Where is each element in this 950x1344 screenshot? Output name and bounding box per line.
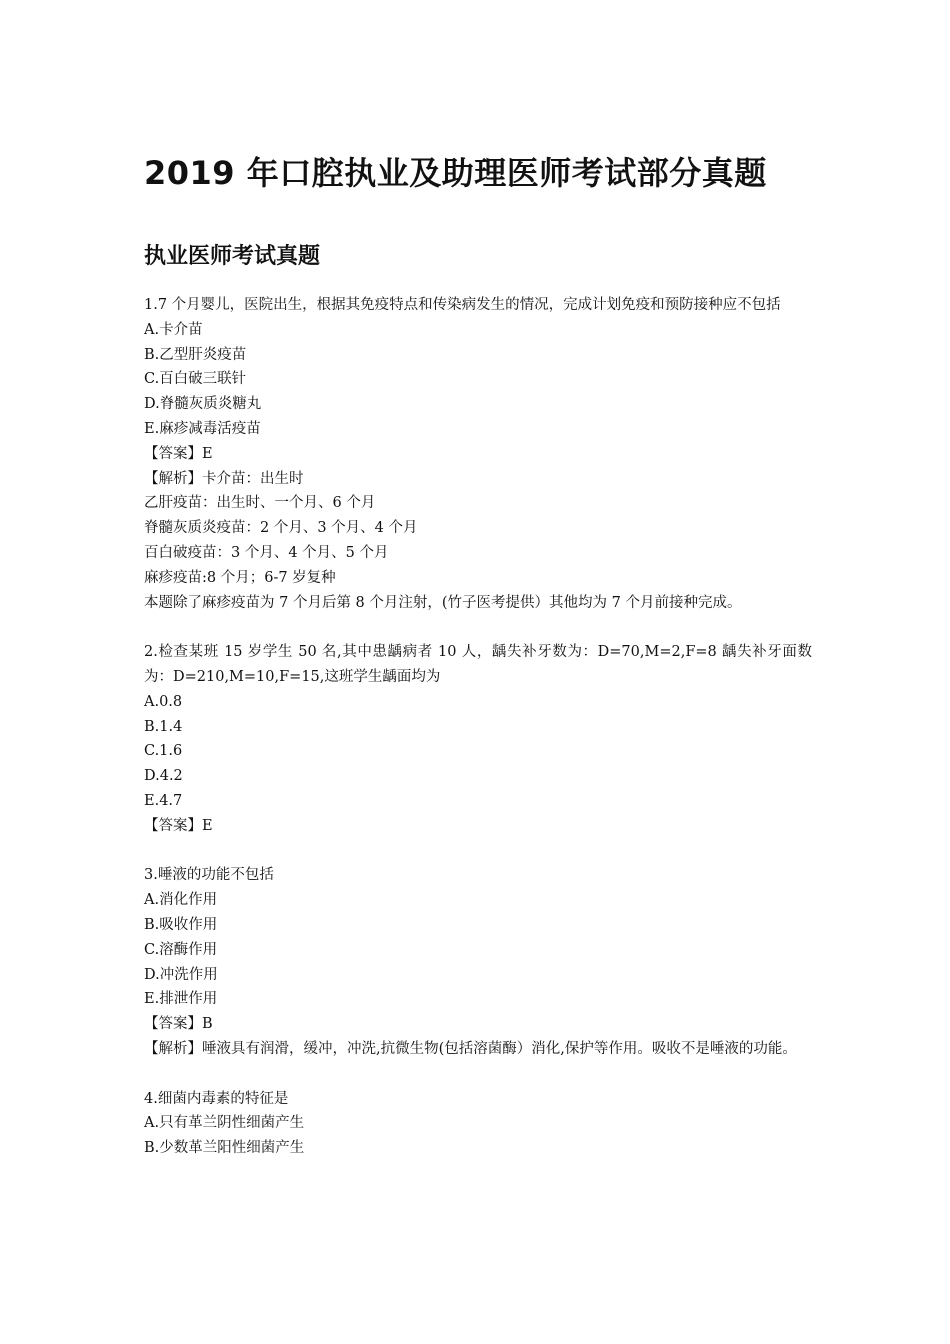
question-block [144,293,812,615]
answer-option: E.排泄作用 [144,991,218,1008]
answer-option: A.0.8 [144,693,183,710]
answer-option: B.1.4 [144,718,183,735]
question-stem: 1.7 个月婴儿，医院出生，根据其免疫特点和传染病发生的情况，完成计划免疫和预防接种应不包括 [144,297,781,313]
answer-option: D.脊髓灰质炎糖丸 [144,396,262,413]
question-stem: 3.唾液的功能不包括 [144,867,274,884]
answer-option: D.4.2 [144,768,183,785]
analysis-line: 麻疹疫苗:8 个月；6-7 岁复种 [144,569,336,586]
answer-option: E.4.7 [144,792,183,809]
answer-option: A.消化作用 [144,892,218,909]
answer-option: B.少数革兰阳性细菌产生 [144,1140,305,1157]
analysis-line: 本题除了麻疹疫苗为 7 个月后第 8 个月注射，(竹子医考提供）其他均为 7 个月前接种完成。 [144,594,742,611]
answer-option: A.只有革兰阴性细菌产生 [144,1115,305,1132]
analysis-line: 脊髓灰质炎疫苗：2 个月、3 个月、4 个月 [144,520,418,537]
answer-option: B.吸收作用 [144,916,218,933]
question-stem: 4.细菌内毒素的特征是 [144,1090,289,1107]
answer-option: E.麻疹减毒活疫苗 [144,420,261,437]
answer-option: D.冲洗作用 [144,966,218,983]
answer-option: C.溶酶作用 [144,941,218,958]
question-stem: 2.检查某班 15 岁学生 50 名,其中患龋病者 10 人，龋失补牙数为：D=70,M=2,F=8 龋失补牙面数为：D=210,M=10,F=15,这班学生龋面均为 [144,644,812,685]
answer-option: C.百白破三联针 [144,371,247,388]
answer-option: B.乙型肝炎疫苗 [144,346,247,363]
answer-option: A.卡介苗 [144,321,203,338]
section-title: 执业医师考试真题 [144,244,321,269]
answer-key: 【答案】E [144,817,213,834]
answer-option: C.1.6 [144,743,183,760]
answer-key: 【答案】B [144,1016,213,1033]
document-content [144,146,812,1186]
question-block [144,1087,812,1161]
analysis-line: 【解析】卡介苗：出生时 [144,470,304,487]
question-list [144,293,812,1161]
question-block [144,640,812,838]
answer-key: 【答案】E [144,445,213,462]
document-title: 2019 年口腔执业及助理医师考试部分真题 [144,154,767,192]
analysis-line: 百白破疫苗：3 个月、4 个月、5 个月 [144,544,389,561]
analysis-line: 【解析】唾液具有润滑，缓冲，冲洗,抗微生物(包括溶菌酶）消化,保护等作用。吸收不是唾液的功能。 [144,1040,797,1057]
analysis-line: 乙肝疫苗：出生时、一个月、6 个月 [144,495,376,512]
question-block [144,863,812,1061]
